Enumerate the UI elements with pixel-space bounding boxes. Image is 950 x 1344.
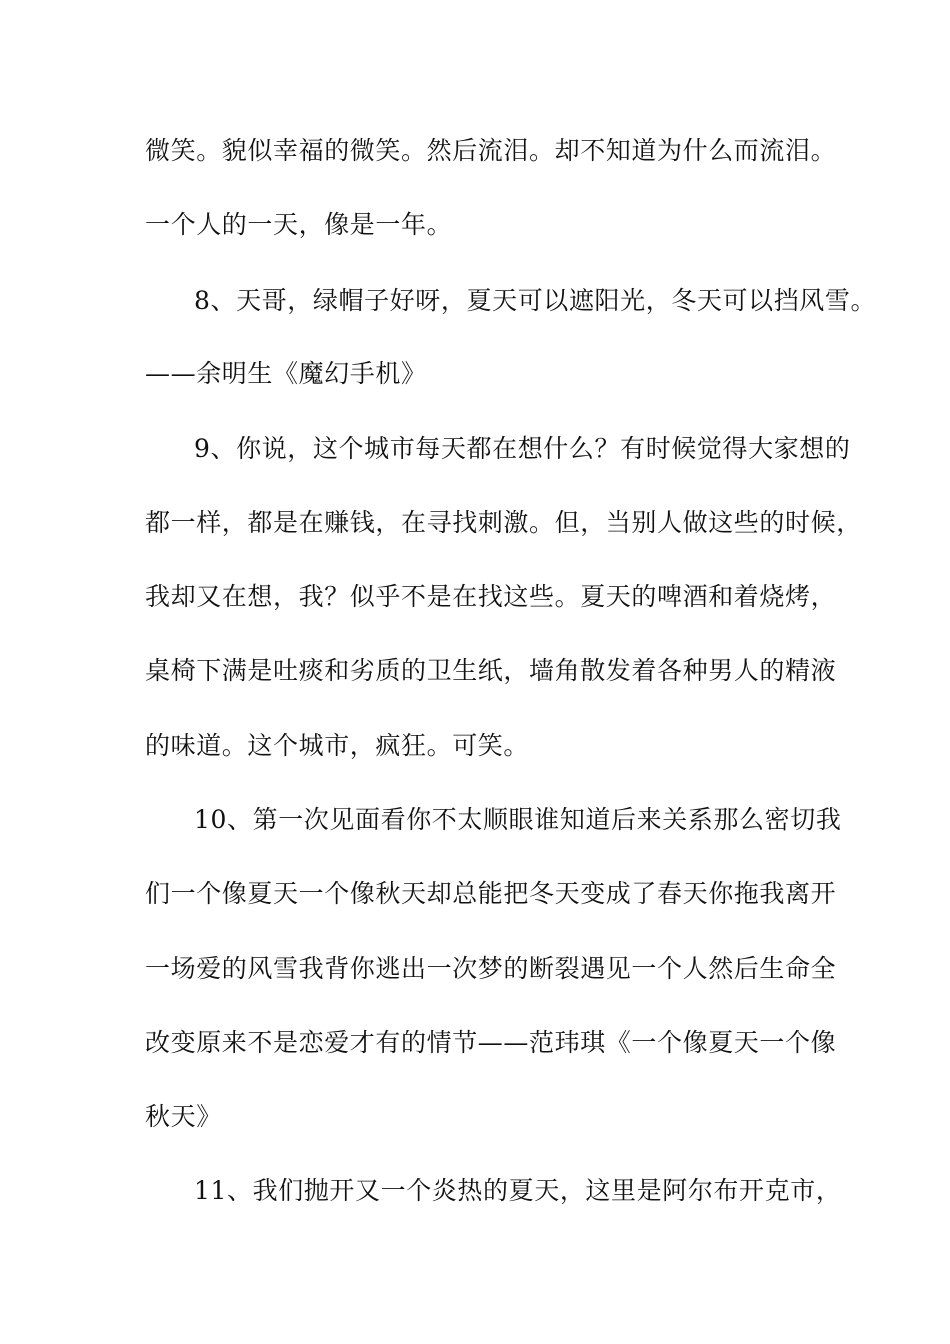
text-line: 的味道。这个城市，疯狂。可笑。 [145,731,530,760]
text-line: 秋天》 [145,1102,222,1131]
text-line: 改变原来不是恋爱才有的情节——范玮琪《一个像夏天一个像 [145,1028,837,1057]
paragraph-10-line: 10、第一次见面看你不太顺眼谁知道后来关系那么密切我 [194,805,842,834]
text-line: 微笑。貌似幸福的微笑。然后流泪。却不知道为什么而流泪。 [145,136,837,165]
text-line: 一场爱的风雪我背你逃出一次梦的断裂遇见一个人然后生命全 [145,954,837,983]
paragraph-8-line: 8、天哥，绿帽子好呀，夏天可以遮阳光，冬天可以挡风雪。 [194,286,877,315]
text-line: 一个人的一天，像是一年。 [145,210,453,239]
text-line: 桌椅下满是吐痰和劣质的卫生纸，墙角散发着各种男人的精液 [145,656,837,685]
text-line: ——余明生《魔幻手机》 [145,359,427,388]
text-line: 我却又在想，我？似乎不是在找这些。夏天的啤酒和着烧烤， [145,582,837,611]
text-line: 都一样，都是在赚钱，在寻找刺激。但，当别人做这些的时候， [145,508,862,537]
paragraph-9-line: 9、你说，这个城市每天都在想什么？有时候觉得大家想的 [194,434,851,463]
paragraph-11-line: 11、我们抛开又一个炎热的夏天，这里是阿尔布开克市， [194,1176,842,1205]
text-line: 们一个像夏天一个像秋天却总能把冬天变成了春天你拖我离开 [145,879,837,908]
